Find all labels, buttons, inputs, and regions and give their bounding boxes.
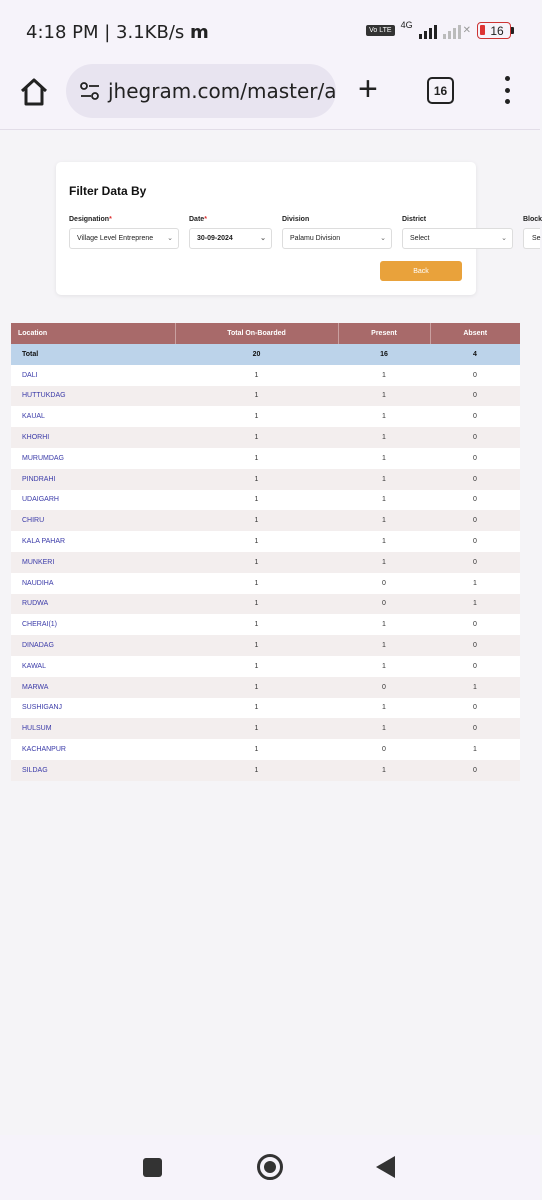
- date-value: 30-09-2024: [197, 235, 233, 242]
- table-row: [11, 718, 520, 739]
- browser-toolbar: [0, 64, 540, 130]
- location-link[interactable]: DALI: [11, 365, 175, 386]
- present-cell: 1: [338, 510, 430, 531]
- absent-cell: 0: [430, 469, 520, 490]
- site-settings-icon[interactable]: [80, 82, 100, 100]
- onboarded-cell: 1: [175, 386, 338, 407]
- table-row: [11, 469, 520, 490]
- onboarded-cell: 1: [175, 594, 338, 615]
- district-select[interactable]: [402, 228, 513, 249]
- address-bar[interactable]: [66, 64, 336, 118]
- location-link[interactable]: HUTTUKDAG: [11, 386, 175, 407]
- present-cell: 1: [338, 614, 430, 635]
- location-link[interactable]: CHIRU: [11, 510, 175, 531]
- volte-icon: Vo LTE: [366, 25, 394, 36]
- status-bar: [0, 0, 540, 64]
- location-link[interactable]: SUSHIGANJ: [11, 698, 175, 719]
- absent-cell: 0: [430, 531, 520, 552]
- table-header-row: [11, 323, 520, 344]
- absent-cell: 0: [430, 614, 520, 635]
- battery-level: 16: [490, 23, 504, 38]
- onboarded-cell: 1: [175, 469, 338, 490]
- chevron-down-icon: ⌄: [501, 235, 507, 242]
- attendance-table: [11, 323, 520, 781]
- present-cell: 1: [338, 490, 430, 511]
- carrier-icon: m: [190, 22, 209, 43]
- onboarded-cell: 1: [175, 365, 338, 386]
- present-cell: 1: [338, 635, 430, 656]
- present-cell: 0: [338, 677, 430, 698]
- present-cell: 0: [338, 594, 430, 615]
- system-nav-bar: [0, 1135, 540, 1200]
- signal-icon: [419, 23, 437, 39]
- block-label: Block: [523, 216, 542, 223]
- division-label: Division: [282, 216, 310, 223]
- present-cell: 0: [338, 573, 430, 594]
- onboarded-cell: 1: [175, 656, 338, 677]
- absent-cell: 0: [430, 510, 520, 531]
- onboarded-cell: 1: [175, 760, 338, 781]
- total-label: Total: [11, 344, 175, 365]
- location-link[interactable]: RUDWA: [11, 594, 175, 615]
- present-cell: 1: [338, 448, 430, 469]
- absent-cell: 0: [430, 490, 520, 511]
- district-label: District: [402, 216, 427, 223]
- present-cell: 1: [338, 365, 430, 386]
- designation-label: Designation*: [69, 216, 112, 223]
- onboarded-cell: 1: [175, 635, 338, 656]
- absent-cell: 0: [430, 448, 520, 469]
- onboarded-cell: 1: [175, 614, 338, 635]
- location-link[interactable]: MARWA: [11, 677, 175, 698]
- home-nav-icon[interactable]: [257, 1154, 283, 1180]
- total-present: 16: [338, 344, 430, 365]
- chevron-down-icon: ⌄: [167, 235, 173, 242]
- present-cell: 1: [338, 531, 430, 552]
- date-label: Date*: [189, 216, 207, 223]
- date-field[interactable]: [189, 228, 272, 249]
- block-select[interactable]: [523, 228, 540, 249]
- table-row: [11, 677, 520, 698]
- back-button[interactable]: Back: [380, 261, 462, 281]
- present-cell: 1: [338, 760, 430, 781]
- onboarded-cell: 1: [175, 406, 338, 427]
- district-value: Select: [410, 235, 430, 242]
- header-absent[interactable]: Absent: [430, 323, 520, 344]
- time-speed-text: 4:18 PM | 3.1KB/s: [26, 22, 185, 43]
- present-cell: 1: [338, 406, 430, 427]
- table-row: [11, 510, 520, 531]
- total-absent: 4: [430, 344, 520, 365]
- onboarded-cell: 1: [175, 698, 338, 719]
- table-row: [11, 656, 520, 677]
- table-row: [11, 552, 520, 573]
- home-icon[interactable]: [18, 76, 50, 108]
- total-row: [11, 344, 520, 365]
- absent-cell: 0: [430, 365, 520, 386]
- table-row: [11, 531, 520, 552]
- chevron-down-icon: ⌄: [380, 235, 386, 242]
- location-link[interactable]: HULSUM: [11, 718, 175, 739]
- absent-cell: 1: [430, 573, 520, 594]
- table-row: [11, 635, 520, 656]
- location-link[interactable]: NAUDIHA: [11, 573, 175, 594]
- absent-cell: 1: [430, 677, 520, 698]
- header-present[interactable]: Present: [338, 323, 430, 344]
- onboarded-cell: 1: [175, 427, 338, 448]
- new-tab-icon[interactable]: +: [358, 70, 378, 108]
- chevron-down-icon: ⌄: [260, 235, 266, 242]
- absent-cell: 0: [430, 698, 520, 719]
- absent-cell: 0: [430, 386, 520, 407]
- battery-icon: [477, 22, 514, 39]
- signal-2-icon: [443, 23, 461, 39]
- present-cell: 1: [338, 718, 430, 739]
- present-cell: 1: [338, 469, 430, 490]
- location-link[interactable]: CHERAI(1): [11, 614, 175, 635]
- header-location[interactable]: Location: [11, 323, 175, 344]
- table-row: [11, 698, 520, 719]
- table-row: [11, 406, 520, 427]
- onboarded-cell: 1: [175, 531, 338, 552]
- absent-cell: 1: [430, 739, 520, 760]
- absent-cell: 0: [430, 635, 520, 656]
- onboarded-cell: 1: [175, 573, 338, 594]
- location-link[interactable]: KACHANPUR: [11, 739, 175, 760]
- present-cell: 1: [338, 656, 430, 677]
- block-value: Se: [532, 235, 541, 242]
- location-link[interactable]: SILDAG: [11, 760, 175, 781]
- absent-cell: 1: [430, 594, 520, 615]
- table-row: [11, 739, 520, 760]
- onboarded-cell: 1: [175, 510, 338, 531]
- filter-title: Filter Data By: [69, 184, 147, 198]
- location-link[interactable]: KAUAL: [11, 406, 175, 427]
- absent-cell: 0: [430, 656, 520, 677]
- division-value: Palamu Division: [290, 235, 341, 242]
- present-cell: 1: [338, 427, 430, 448]
- location-link[interactable]: MUNKERI: [11, 552, 175, 573]
- table-row: [11, 573, 520, 594]
- division-select[interactable]: [282, 228, 392, 249]
- location-link[interactable]: KALA PAHAR: [11, 531, 175, 552]
- present-cell: 0: [338, 739, 430, 760]
- designation-select[interactable]: [69, 228, 179, 249]
- absent-cell: 0: [430, 427, 520, 448]
- present-cell: 1: [338, 552, 430, 573]
- designation-value: Village Level Entreprene: [77, 235, 154, 242]
- location-link[interactable]: MURUMDAG: [11, 448, 175, 469]
- no-signal-icon: ✕: [462, 25, 471, 36]
- table-row: [11, 490, 520, 511]
- recents-icon[interactable]: [143, 1158, 162, 1177]
- absent-cell: 0: [430, 552, 520, 573]
- location-link[interactable]: DINADAG: [11, 635, 175, 656]
- total-onboarded: 20: [175, 344, 338, 365]
- table-row: [11, 365, 520, 386]
- url-text[interactable]: jhegram.com/master/a: [108, 79, 337, 103]
- table-row: [11, 614, 520, 635]
- header-onboarded[interactable]: Total On-Boarded: [175, 323, 338, 344]
- table-row: [11, 594, 520, 615]
- tab-switcher-button[interactable]: 16: [427, 77, 454, 104]
- present-cell: 1: [338, 386, 430, 407]
- absent-cell: 0: [430, 406, 520, 427]
- location-link[interactable]: PINDRAHI: [11, 469, 175, 490]
- network-type: 4G: [400, 19, 413, 30]
- status-time-speed: [26, 22, 209, 43]
- location-link[interactable]: KHORHI: [11, 427, 175, 448]
- absent-cell: 0: [430, 718, 520, 739]
- filter-card: [56, 162, 507, 295]
- onboarded-cell: 1: [175, 739, 338, 760]
- onboarded-cell: 1: [175, 677, 338, 698]
- onboarded-cell: 1: [175, 718, 338, 739]
- location-link[interactable]: UDAIGARH: [11, 490, 175, 511]
- onboarded-cell: 1: [175, 490, 338, 511]
- page-content: [0, 131, 540, 1135]
- location-link[interactable]: KAWAL: [11, 656, 175, 677]
- back-nav-icon[interactable]: [376, 1156, 395, 1178]
- table-row: [11, 448, 520, 469]
- table-row: [11, 386, 520, 407]
- onboarded-cell: 1: [175, 448, 338, 469]
- more-menu-icon[interactable]: [500, 76, 514, 104]
- table-row: [11, 427, 520, 448]
- absent-cell: 0: [430, 760, 520, 781]
- status-indicators: [366, 19, 514, 39]
- table-row: [11, 760, 520, 781]
- onboarded-cell: 1: [175, 552, 338, 573]
- present-cell: 1: [338, 698, 430, 719]
